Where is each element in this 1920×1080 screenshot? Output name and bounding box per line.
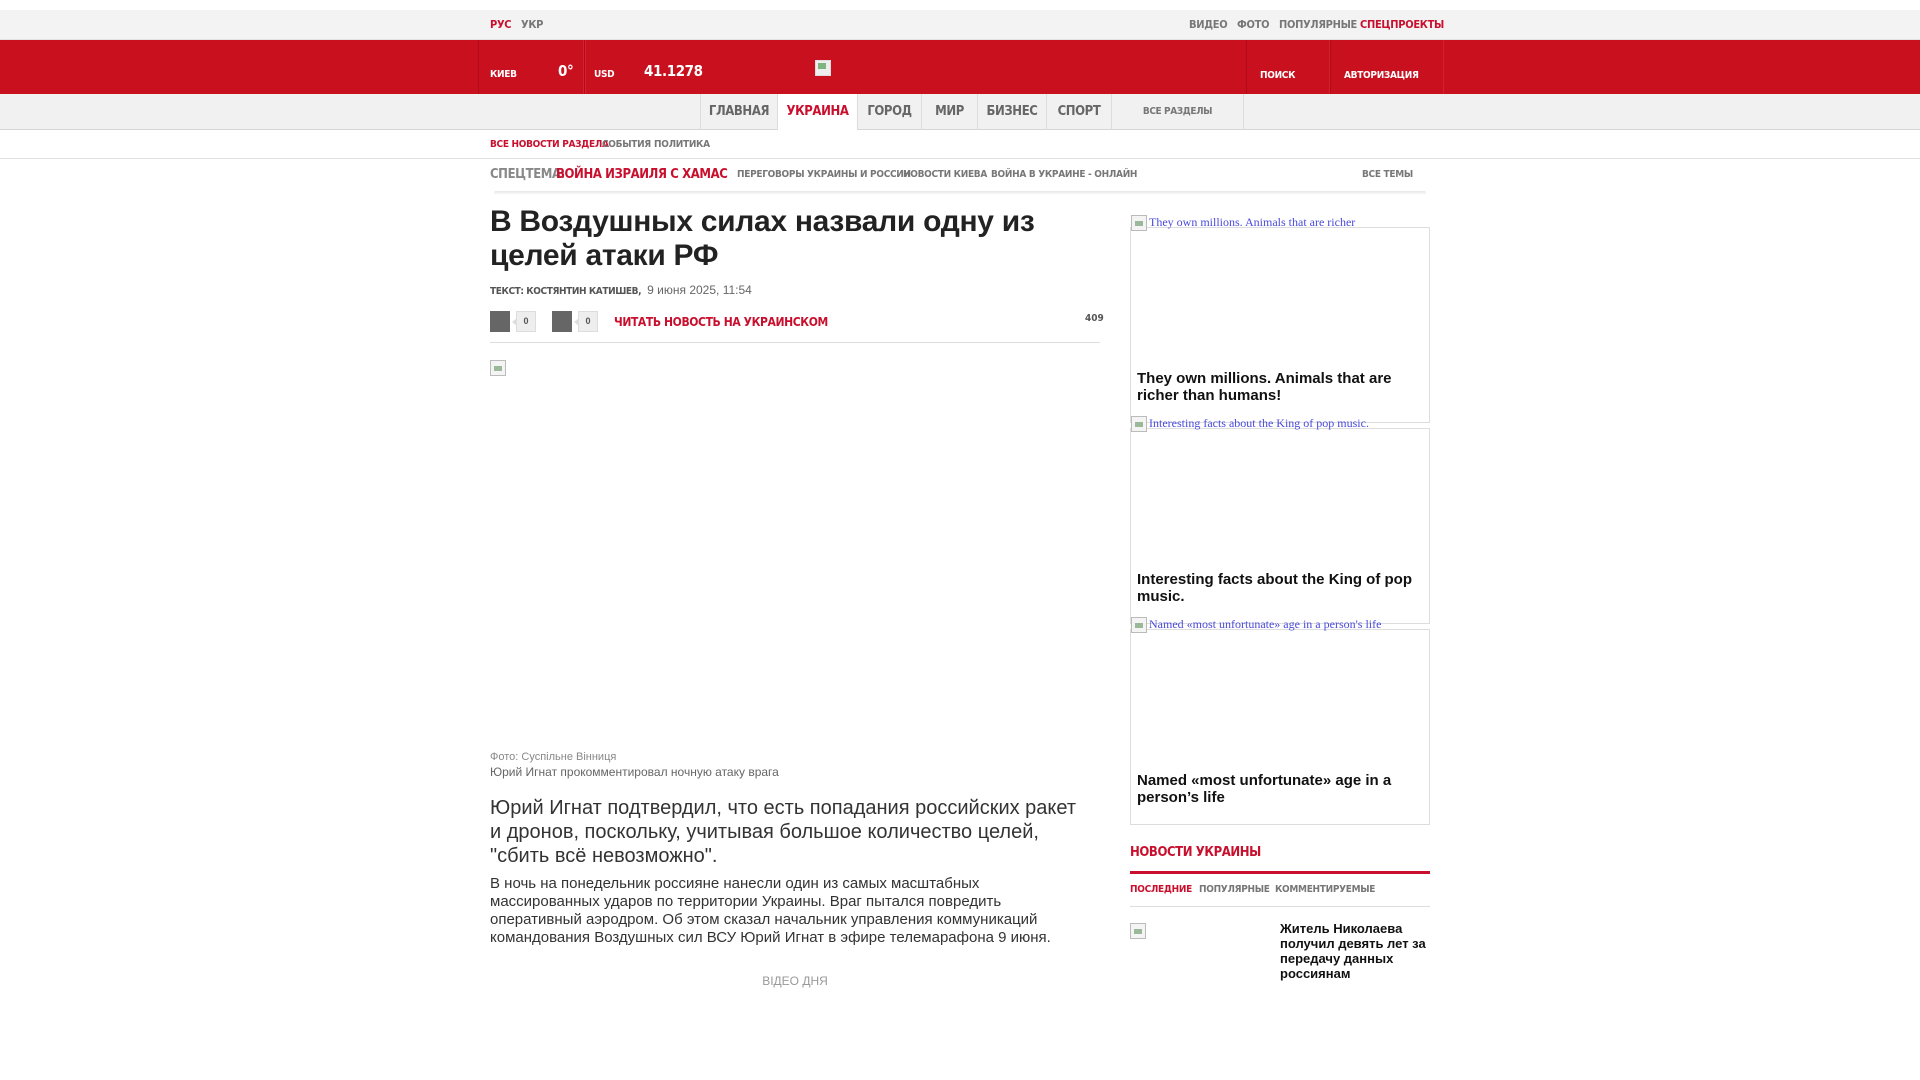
tab-city[interactable]: ГОРОД	[857, 94, 921, 130]
share-count: 0	[516, 311, 536, 332]
topic-negotiations[interactable]: ПЕРЕГОВОРЫ УКРАИНЫ И РОССИИ	[737, 169, 911, 180]
tab-ukraine[interactable]: УКРАИНА	[777, 94, 857, 130]
views-count: 409	[1085, 313, 1104, 324]
news-item-title[interactable]: Житель Николаева получил девять лет за передачу данных россиянам	[1280, 921, 1426, 981]
tab-sport[interactable]: СПОРТ	[1046, 94, 1111, 130]
site-logo[interactable]	[815, 60, 831, 76]
photo-link[interactable]: ФОТО	[1237, 18, 1270, 31]
article-body: В ночь на понедельник россияне нанесли один из самых масштабных массированных ударов по территории Украины. Враг пытался повредить оперативный аэродром. Об этом сказал начальник управления коммуникаций командования Воздушных сил ВСУ Юрий Игнат в эфире телемарафона 9 июня.	[490, 875, 1051, 946]
promo-card[interactable]	[1130, 617, 1430, 825]
subnav-politics[interactable]: ПОЛИТИКА	[654, 139, 710, 150]
special-topic-main[interactable]: ВОЙНА ИЗРАИЛЯ С ХАМАС	[556, 167, 728, 182]
article-lead: Юрий Игнат подтвердил, что есть попадания российских ракет и дронов, поскольку, учитывая большое количество целей, "сбить всё невозможно".	[490, 797, 1077, 867]
article-title: В Воздушных силах назвали одну из целей атаки РФ	[490, 205, 1035, 272]
popular-link[interactable]: ПОПУЛЯРНЫЕ	[1279, 18, 1357, 31]
special-projects-link[interactable]: СПЕЦПРОЕКТЫ	[1360, 18, 1444, 31]
card-image-alt: Named «most unfortunate» age in a person's life	[1131, 617, 1431, 633]
divider	[494, 191, 1426, 195]
article-meta	[490, 283, 752, 297]
card-image-alt: Interesting facts about the King of pop music.	[1131, 416, 1431, 432]
broken-image-icon	[1131, 215, 1147, 231]
login-cell[interactable]	[1330, 40, 1444, 94]
lang-ua-link[interactable]: УКР	[521, 18, 544, 31]
photo-credit: Фото: Суспільне Вінниця	[490, 751, 617, 763]
tab-world[interactable]: МИР	[921, 94, 977, 130]
subnav-all-news[interactable]: ВСЕ НОВОСТИ РАЗДЕЛА	[490, 139, 609, 150]
card-image-alt: They own millions. Animals that are richer	[1131, 215, 1431, 231]
article	[490, 205, 1104, 988]
sub-nav	[0, 131, 1920, 159]
promo-card[interactable]	[1130, 416, 1430, 624]
card-title[interactable]: Interesting facts about the King of pop music.	[1137, 571, 1412, 605]
login-button[interactable]: АВТОРИЗАЦИЯ	[1344, 70, 1419, 81]
video-of-day-label: ВІДЕО ДНЯ	[762, 974, 828, 988]
lang-ru-link[interactable]: РУС	[490, 18, 512, 31]
topic-war-online[interactable]: ВОЙНА В УКРАИНЕ - ОНЛАЙН	[991, 169, 1138, 180]
tab-all-sections[interactable]: ВСЕ РАЗДЕЛЫ	[1111, 94, 1244, 130]
header	[0, 40, 1920, 94]
currency-label: USD	[594, 69, 615, 80]
share-facebook-button[interactable]	[490, 311, 510, 332]
topic-all[interactable]: ВСЕ ТЕМЫ	[1362, 169, 1413, 180]
tab-popular[interactable]: ПОПУЛЯРНЫЕ	[1199, 884, 1270, 895]
card-title[interactable]: Named «most unfortunate» age in a person’s life	[1137, 772, 1392, 806]
divider	[490, 342, 1100, 343]
tab-business[interactable]: БИЗНЕС	[977, 94, 1046, 130]
broken-image-icon[interactable]	[1130, 923, 1146, 939]
tab-main[interactable]: ГЛАВНАЯ	[700, 94, 777, 130]
city-label: КИЕВ	[490, 69, 517, 80]
share-count: 0	[578, 311, 598, 332]
ukraine-news-heading[interactable]: НОВОСТИ УКРАИНЫ	[1130, 845, 1261, 860]
main-nav	[0, 94, 1920, 130]
broken-image-icon	[490, 360, 506, 376]
card-title[interactable]: They own millions. Animals that are richer than humans!	[1137, 370, 1392, 404]
special-topics-bar	[490, 159, 1430, 197]
article-author[interactable]: ТЕКСТ: КОСТЯНТИН КАТИШЕВ,	[490, 286, 642, 297]
read-in-ukrainian-link[interactable]: ЧИТАТЬ НОВОСТЬ НА УКРАИНСКОМ	[614, 315, 828, 329]
topic-kyiv-news[interactable]: НОВОСТИ КИЕВА	[903, 169, 988, 180]
photo-caption: Юрий Игнат прокомментировал ночную атаку врага	[490, 765, 779, 779]
subnav-events[interactable]: СОБЫТИЯ	[602, 139, 651, 150]
promo-card[interactable]	[1130, 215, 1430, 423]
temperature: 0°	[558, 62, 574, 80]
broken-image-icon	[1131, 416, 1147, 432]
divider	[584, 40, 586, 94]
share-telegram-button[interactable]	[552, 311, 572, 332]
tab-latest[interactable]: ПОСЛЕДНИЕ	[1130, 884, 1192, 895]
article-date: 9 июня 2025, 11:54	[647, 283, 752, 297]
search-cell[interactable]	[1246, 40, 1330, 94]
broken-image-icon	[1131, 617, 1147, 633]
article-photo	[490, 360, 1100, 750]
tab-commented[interactable]: КОММЕНТИРУЕМЫЕ	[1275, 884, 1376, 895]
divider	[1130, 871, 1430, 874]
top-bar	[0, 10, 1920, 40]
special-topic-label: СПЕЦТЕМА:	[490, 167, 565, 182]
exchange-rate: 41.1278	[644, 62, 703, 80]
search-button[interactable]: ПОИСК	[1260, 70, 1296, 81]
divider	[1130, 906, 1430, 907]
video-link[interactable]: ВИДЕО	[1189, 18, 1228, 31]
